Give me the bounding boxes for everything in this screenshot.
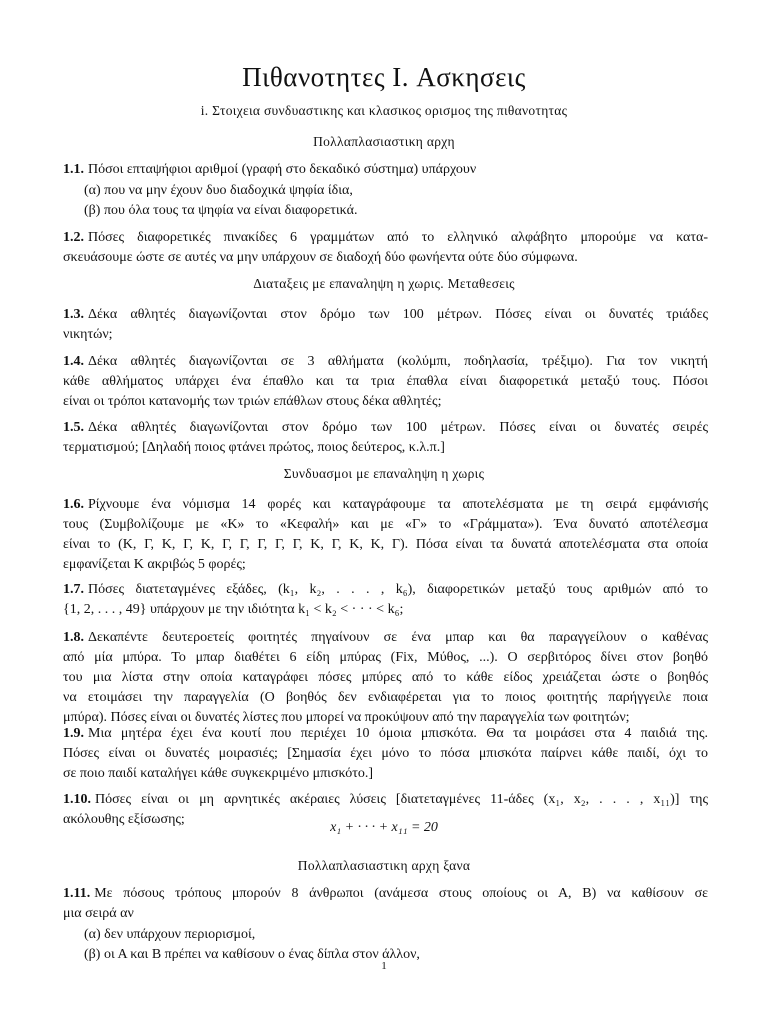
exercise-text-line: Πόσες διαφορετικές πινακίδες 6 γραμμάτων από το ελληνικό αλφάβητο μπορούμε να κατα- (88, 230, 708, 245)
exercise-text-line: Δέκα αθλητές διαγωνίζονται σε 3 αθλήματα (κολύμπι, ποδηλασία, τρέξιμο). Για τον νικητή (88, 354, 708, 369)
exercise-text-line: από μία μπύρα. Το μπαρ διαθέτει 6 είδη μπύρας (Fix, Μύθος, ...). Ο σερβιτόρος δίνει στον βοηθό (63, 650, 708, 665)
list-item: (α) δεν υπάρχουν περιορισμοί, (84, 927, 256, 942)
exercise-1-3 (63, 305, 708, 345)
exercise-text-line: Πόσες είναι οι δυνατές μοιρασιές; [Σημασία έχει μόνο το πόσα μπισκότα παίρνει κάθε παιδί, όχι το (63, 746, 708, 761)
list-item: (β) οι Α και Β πρέπει να καθίσουν ο ένας δίπλα στον άλλον, (84, 947, 420, 962)
exercise-text-line: σε ποιο παιδί καταλήγει κάθε συγκεκριμένο μπισκότο.] (63, 766, 373, 781)
exercise-text-line: κάθε αθλήματος υπάρχει ένα έπαθλο και τα τρια έπαθλα είναι διαφορετικά μεταξύ τους. Πόσοι (63, 374, 708, 389)
exercise-text-line: μια σειρά αν (63, 906, 134, 921)
section-heading-arrangements: Διαταξεις με επαναληψη η χωρις. Μεταθεσεις (253, 276, 515, 291)
exercise-text-line: Πόσες είναι οι μη αρνητικές ακέραιες λύσεις [διατεταγμένες 11-άδες (x₁, x₂, . . . , x₁₁)] της (95, 792, 708, 807)
exercise-text-line: σκευάσουμε ώστε σε αυτές να μην υπάρχουν σε διαδοχή δύο φωνήεντα ούτε δύο σύμφωνα. (63, 250, 578, 265)
exercise-number: 1.1. (63, 162, 84, 177)
exercise-text-line: Δέκα αθλητές διαγωνίζονται στον δρόμο των 100 μέτρων. Πόσες είναι οι δυνατές τριάδες (88, 307, 708, 322)
exercise-text-line: του μια λίστα στην οποία καταγράφει πόσες μπύρες από το κάθε είδος χρειάζεται ώστε ο βοηθός (63, 670, 708, 685)
exercise-1-9 (63, 724, 708, 784)
exercise-text-line: Δεκαπέντε δευτεροετείς φοιτητές πηγαίνουν σε ένα μπαρ και θα παραγγείλουν ο καθένας (88, 630, 708, 645)
document-title: Πιθανοτητες I. Ασκησεις (242, 62, 526, 92)
exercise-1-8 (63, 628, 708, 728)
list-item: (α) που να μην έχουν δυο διαδοχικά ψηφία ίδια, (84, 183, 353, 198)
exercise-number: 1.4. (63, 354, 84, 369)
exercise-text-line: Ρίχνουμε ένα νόμισμα 14 φορές και καταγράφουμε τα αποτελέσματα με τη σειρά εμφάνισής (88, 497, 708, 512)
list-item: (β) που όλα τους τα ψηφία να είναι διαφορετικά. (84, 203, 358, 218)
exercise-text-line: νικητών; (63, 327, 113, 342)
exercise-text-line: είναι το (Κ, Γ, Κ, Γ, Κ, Γ, Γ, Γ, Γ, Γ, Κ, Γ, Κ, Κ, Γ). Πόσα είναι τα δυνατά αποτελέσματα στα οποία (63, 537, 708, 552)
exercise-1-7 (63, 580, 708, 620)
exercise-text-line: τερματισμού; [Δηλαδή ποιος φτάνει πρώτος, ποιος δεύτερος, κ.λ.π.] (63, 440, 445, 455)
exercise-text-line: Δέκα αθλητές διαγωνίζονται στον δρόμο των 100 μέτρων. Πόσες είναι οι δυνατές σειρές (88, 420, 708, 435)
exercise-text-line: είναι οι τρόποι κατανομής των τριών επάθλων στους δέκα αθλητές; (63, 394, 442, 409)
exercise-text-line: {1, 2, . . . , 49} υπάρχουν με την ιδιότητα k₁ < k₂ < · · · < k₆; (63, 602, 404, 617)
exercise-number: 1.11. (63, 886, 91, 901)
section-heading-multiplication-principle-again: Πολλαπλασιαστικη αρχη ξανα (297, 858, 471, 873)
exercise-1-4 (63, 352, 708, 412)
exercise-1-11-items (84, 925, 420, 965)
page-number: 1 (381, 960, 387, 972)
section-heading-multiplication-principle: Πολλαπλασιαστικη αρχη (313, 134, 455, 149)
exercise-number: 1.7. (63, 582, 84, 597)
exercise-number: 1.3. (63, 307, 84, 322)
chapter-heading: i. Στοιχεια συνδυαστικης και κλασικος ορισμος της πιθανοτητας (200, 103, 568, 118)
exercise-number: 1.2. (63, 230, 84, 245)
exercise-text-line: Μια μητέρα έχει ένα κουτί που περιέχει 10 όμοια μπισκότα. Θα τα μοιράσει στα 4 παιδιά της. (88, 726, 708, 741)
exercise-1-6 (63, 495, 708, 575)
exercise-text-line: Πόσοι επταψήφιοι αριθμοί (γραφή στο δεκαδικό σύστημα) υπάρχουν (88, 162, 477, 177)
exercise-text-line: τους (Συμβολίζουμε με «Κ» το «Κεφαλή» και με «Γ» το «Γράμματα»). Ένα δυνατό αποτέλεσμα (63, 517, 708, 532)
exercise-number: 1.9. (63, 726, 84, 741)
exercise-number: 1.5. (63, 420, 84, 435)
exercise-1-11 (63, 884, 708, 924)
exercise-1-1 (63, 160, 708, 180)
exercise-number: 1.10. (63, 792, 91, 807)
exercise-text-line: Με πόσους τρόπους μπορούν 8 άνθρωποι (ανάμεσα στους οποίους οι Α, Β) να καθίσουν σε (94, 886, 708, 901)
exercise-number: 1.8. (63, 630, 84, 645)
exercise-text-line: εμφανίζεται Κ ακριβώς 5 φορές; (63, 557, 246, 572)
exercise-text-line: Πόσες διατεταγμένες εξάδες, (k₁, k₂, . . . , k₆), διαφορετικών μεταξύ τους αριθμών από το (88, 582, 708, 597)
exercise-text-line: να ετοιμάσει την παραγγελία (Ο βοηθός δεν ενδιαφέρεται για το ποιος φοιτητής παρήγγειλε ποια (63, 690, 708, 705)
exercise-text-line: μπύρα). Πόσες είναι οι δυνατές λίστες που μπορεί να προκύψουν από την παραγγελία των φοιτητών; (63, 710, 630, 725)
exercise-number: 1.6. (63, 497, 84, 512)
exercise-1-2 (63, 228, 708, 268)
exercise-text-line: ακόλουθης εξίσωσης; (63, 812, 185, 827)
section-heading-combinations: Συνδυασμοι με επαναληψη η χωρις (283, 466, 485, 481)
exercise-1-1-items (84, 181, 357, 221)
equation: x₁ + · · · + x₁₁ = 20 (330, 820, 438, 835)
exercise-1-5 (63, 418, 708, 458)
